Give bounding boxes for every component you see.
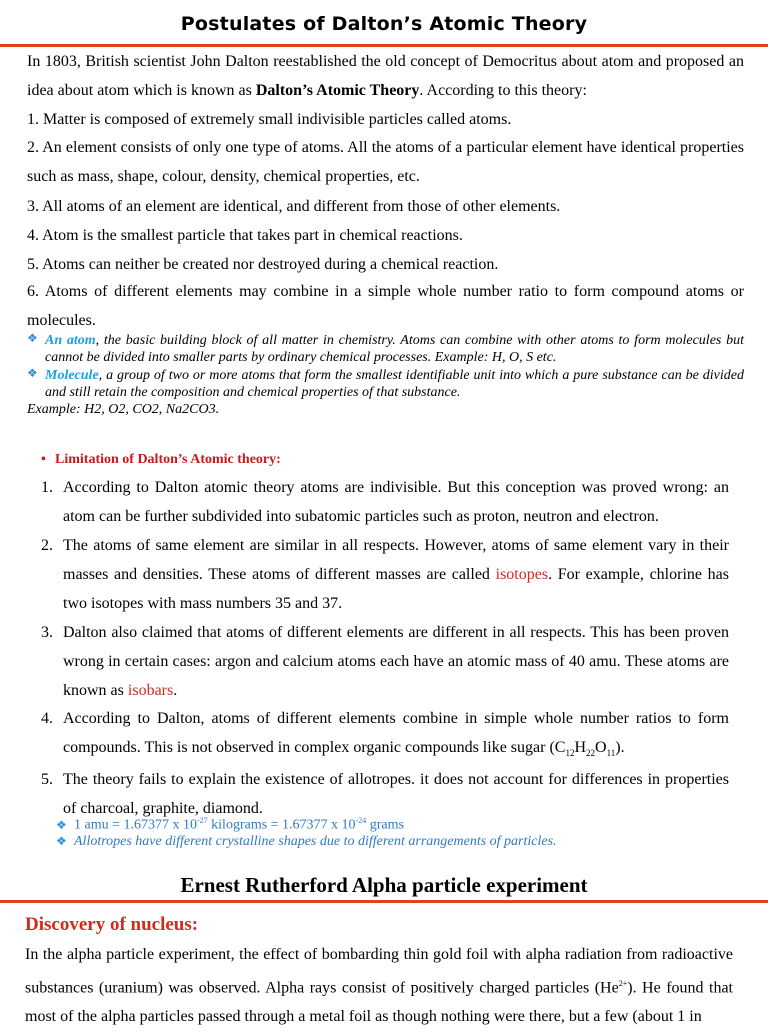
intro-bold-term: Dalton’s Atomic Theory bbox=[255, 81, 420, 99]
example-line bbox=[27, 401, 744, 418]
postulate-4: 4. Atom is the smallest particle that takes part in chemical reactions. bbox=[27, 227, 463, 244]
postulate-5: 5. Atoms can neither be created nor destroyed during a chemical reaction. bbox=[27, 256, 499, 273]
diamond-bullet-icon: ❖ bbox=[27, 366, 38, 380]
page-title: Postulates of Dalton’s Atomic Theory bbox=[180, 13, 588, 35]
note-molecule bbox=[27, 367, 744, 401]
limitation-item-3 bbox=[41, 619, 729, 705]
item-number: 4. bbox=[41, 710, 53, 727]
diamond-bullet-icon: ❖ bbox=[56, 834, 67, 848]
item-text: The atoms of same element are similar in all respects. However, atoms of same element vary in their masses and densities. These atoms of different masses are called isotopes. For example, chlorine has two isotopes with mass numbers 35 and 37. bbox=[63, 537, 730, 612]
note-atom-text: , the basic building block of all matter in chemistry. Atoms can combine with other atoms to form molecules but cannot be divided into smaller parts by ordinary chemical processes. Example: H, O, S etc. bbox=[45, 333, 744, 365]
allotrope-note: ❖ Allotropes have different crystalline shapes due to different arrangements of particles. bbox=[56, 834, 557, 849]
postulate-6: 6. Atoms of different elements may combine in a simple whole number ratio to form compound atoms or molecules. bbox=[27, 283, 744, 329]
postulate-1: 1. Matter is composed of extremely small indivisible particles called atoms. bbox=[27, 111, 512, 128]
note-atom-term: An atom bbox=[45, 333, 96, 348]
subsection-heading: Discovery of nucleus: bbox=[25, 914, 199, 935]
intro-text-1: In 1803, British scientist John Dalton reestablished the old concept of Democritus about atom and proposed an idea about atom which is known as bbox=[27, 53, 744, 99]
note-atom bbox=[27, 332, 744, 366]
item-text: According to Dalton, atoms of different elements combine in simple whole number ratios to form compounds. This is not observed in complex organic compounds like sugar $(C_{12}H_{22}O_{11})$. bbox=[63, 710, 729, 758]
item-number: 5. bbox=[41, 771, 53, 788]
item-number: 2. bbox=[41, 537, 53, 554]
limitation-item-2 bbox=[41, 532, 729, 618]
item-number: 3. bbox=[41, 624, 53, 641]
isobars-highlight: isobars bbox=[127, 681, 174, 699]
limitation-heading bbox=[41, 452, 281, 468]
item-text: According to Dalton atomic theory atoms are indivisible. But this conception was proved wrong: an atom can be further subdivided into subatomic particles such as proton, neutron and electron. bbox=[63, 479, 729, 525]
item-number: 1. bbox=[41, 479, 53, 496]
amu-note: ❖ 1 amu = 1.67377 x $10^{-27}$ kilograms = 1.67377 x $10^{-24}$ grams bbox=[56, 816, 404, 833]
postulate-3: 3. All atoms of an element are identical, and different from those of other elements. bbox=[27, 198, 561, 215]
item-text: Dalton also claimed that atoms of different elements are different in all respects. This has been proven wrong in certain cases: argon and calcium atoms each have an atomic mass of 40 amu. These atoms are known as isobars. bbox=[63, 624, 729, 699]
intro-text-2: . According to this theory: bbox=[419, 81, 587, 99]
diamond-bullet-icon: ❖ bbox=[56, 817, 67, 832]
limitation-item-1 bbox=[41, 474, 729, 532]
example-text: Example: H2, O2, CO2, Na2CO3. bbox=[27, 402, 220, 417]
bullet-icon: • bbox=[41, 452, 46, 467]
item-text: The theory fails to explain the existence of allotropes. it does not account for differences in properties of charcoal, graphite, diamond. bbox=[63, 771, 729, 817]
isotopes-highlight: isotopes bbox=[495, 565, 549, 583]
note-molecule-term: Molecule bbox=[45, 368, 99, 383]
diamond-bullet-icon: ❖ bbox=[27, 331, 38, 345]
limitation-title-text: Limitation of Dalton’s Atomic theory: bbox=[55, 452, 281, 467]
section-underline bbox=[0, 900, 768, 903]
note-molecule-text: , a group of two or more atoms that form the smallest identifiable unit into which a pure substance can be divided and still retain the composition and chemical properties of that substance. bbox=[45, 368, 744, 400]
rutherford-paragraph: In the alpha particle experiment, the effect of bombarding thin gold foil with alpha radiation from radioactive substances (uranium) was observed. Alpha rays consist of positively charged particles $(He^{2+})$. He found that most of the alpha particles passed through a metal foil as though nothing were there, but a few (about 1 in bbox=[25, 946, 734, 1025]
intro-paragraph bbox=[27, 48, 744, 106]
limitation-item-4 bbox=[41, 705, 729, 768]
section-heading: Ernest Rutherford Alpha particle experiment bbox=[180, 873, 588, 897]
limitation-item-5 bbox=[41, 766, 729, 824]
title-underline bbox=[0, 44, 768, 47]
postulate-2: 2. An element consists of only one type of atoms. All the atoms of a particular element have identical properties such as mass, shape, colour, density, chemical properties, etc. bbox=[27, 139, 744, 185]
